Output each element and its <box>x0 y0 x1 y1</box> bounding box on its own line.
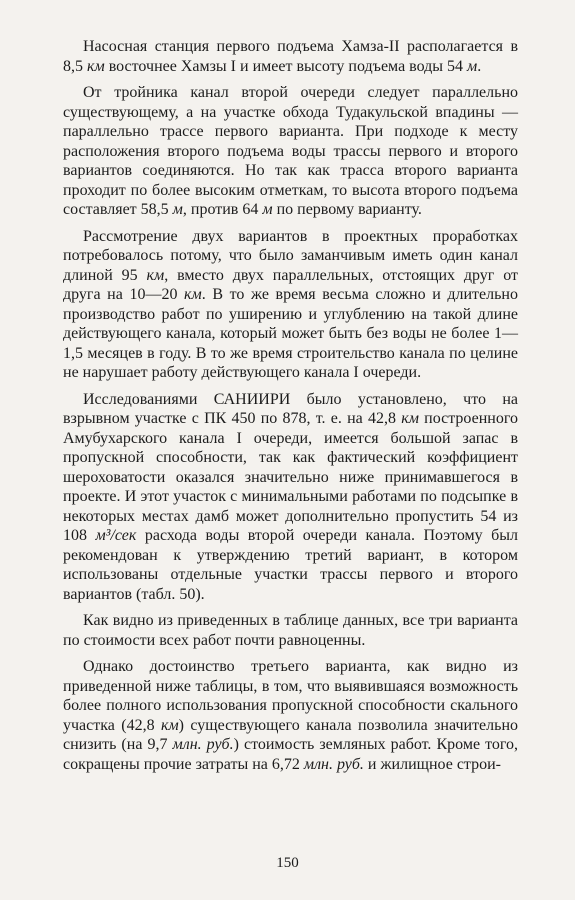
italic-unit: км <box>87 57 105 75</box>
italic-unit: млн. руб. <box>172 736 234 753</box>
italic-unit: км <box>146 266 165 284</box>
paragraph-6: Однако достоинство третьего варианта, как видно из приведенной ниже таблицы, в том, что выявившаяся возможность более полного использования пропускной способности скального участка (42,8 км) существующего канала позволила значительно снизить (на 9,7 млн. руб.) стоимость земляных работ. Кроме того, сокращены прочие затраты на 6,72 млн. руб. и жилищное строи- <box>63 658 519 773</box>
page-body <box>63 37 518 781</box>
italic-unit: км <box>160 716 179 734</box>
italic-unit: м <box>467 57 478 75</box>
page-number: 150 <box>276 855 299 871</box>
italic-unit: км <box>401 410 419 427</box>
paragraph-1: Насосная станция первого подъема Хамза-II располагается в 8,5 км восточнее Хамзы I и имеет высоту подъема воды 54 м. <box>63 38 518 75</box>
italic-unit: км <box>184 286 202 303</box>
italic-unit: млн. руб. <box>303 755 364 773</box>
italic-unit: м <box>172 201 183 218</box>
paragraph-3: Рассмотрение двух вариантов в проектных проработках потребовалось потому, что было заманчивым иметь один канал длиной 95 км, вместо двух параллельных, отстоящих друг от друга на 10—20 км. В то же время весьма сложно и длительно производство работ по уширению и углублению на такой длине действующего канала, который может быть без воды не более 1—1,5 месяцев в году. В то же время строительство канала по целине не нарушает работу действующего канала I очереди. <box>63 227 519 381</box>
paragraph-5: Как видно из приведенных в таблице данных, все три варианта по стоимости всех работ почти равноценны. <box>63 612 518 649</box>
italic-unit: м <box>262 201 273 218</box>
italic-unit: м³/сек <box>95 527 137 544</box>
paragraph-2: От тройника канал второй очереди следует параллельно существующему, а на участке обхода Тудакульской впадины — параллельно трассе первого варианта. При подходе к месту расположения второго подъема воды трассы первого и второго вариантов соединяются. Но так как трасса второго варианта проходит по более высоким отметкам, то высота второго подъема составляет 58,5 м, против 64 м по первому варианту. <box>63 84 518 218</box>
paragraph-4: Исследованиями САНИИРИ было установлено, что на взрывном участке с ПК 450 по 878, т. е. на 42,8 км построенного Амубухарского канала I очереди, имеется большой запас в пропускной способности, так как фактический коэффициент шероховатости оказался значительно ниже принимавшегося в проекте. И этот участок с минимальными работами по подсыпке в некоторых местах дамб может дополнительно пропустить 54 из 108 м³/сек расхода воды второй очереди канала. Поэтому был рекомендован к утверждению третий вариант, в котором использованы отдельные участки трассы первого и второго вариантов (табл. 50). <box>63 390 519 603</box>
